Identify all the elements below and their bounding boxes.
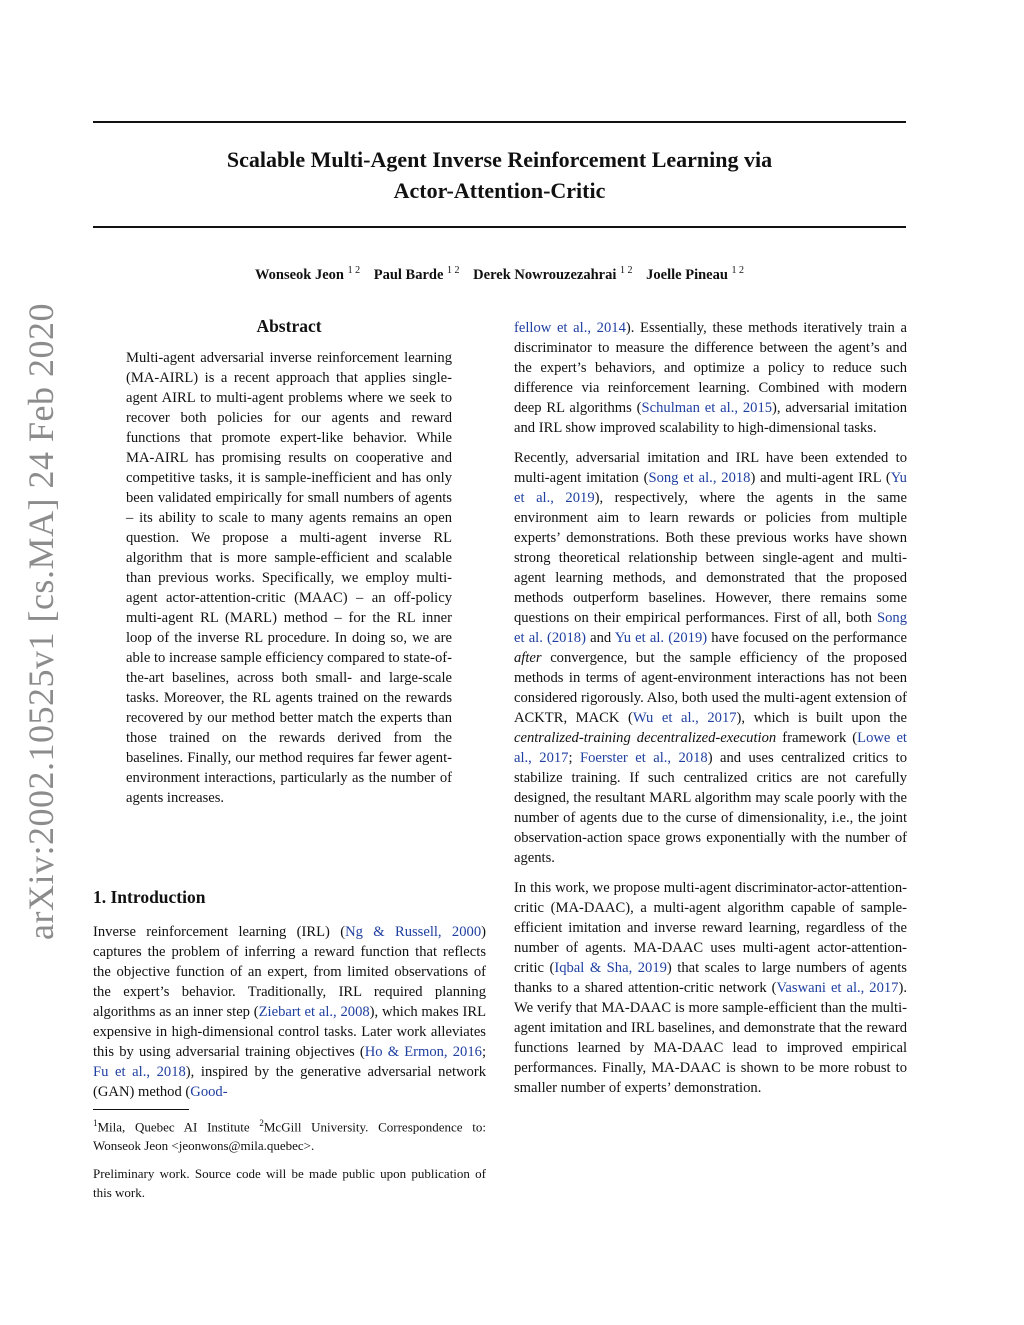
author: Derek Nowrouzezahrai $^{1 2}$ (473, 265, 633, 283)
author: Joelle Pineau $^{1 2}$ (646, 265, 745, 283)
citation-link[interactable]: Schulman et al., 2015 (641, 400, 773, 416)
citation-link[interactable]: Foerster et al., 2018 (579, 750, 708, 766)
title-bottom-rule (93, 226, 906, 228)
introduction-body (93, 922, 486, 1102)
citation-link[interactable]: Ng & Russell, 2000 (345, 924, 482, 940)
citation-link[interactable]: Yu et al., 2019 (514, 470, 907, 506)
abstract-text: Multi-agent adversarial inverse reinforcement learning (MA-AIRL) is a recent approach that applies single-agent AIRL to multi-agent problems where we seek to recover both policies for our agents and reward functions that promote expert-like behavior. While MA-AIRL has promising results on cooperative and competitive tasks, it is sample-inefficient and has only been validated empirically for small numbers of agents – its ability to scale to many agents remains an open question. We propose a multi-agent inverse RL algorithm that is more sample-efficient and scalable than previous works. Specifically, we employ multi-agent actor-attention-critic (MAAC) – an off-policy multi-agent RL (MARL) method – for the RL inner loop of the inverse RL procedure. In doing so, we are able to increase sample efficiency compared to state-of-the-art baselines, across both small- and large-scale tasks. Moreover, the RL agents trained on the rewards recovered by our method better match the experts than those trained on the rewards derived from the baselines. Finally, our method requires far fewer agent-environment interactions, particularly as the number of agents increases. (126, 350, 452, 806)
section-heading-introduction: 1. Introduction (93, 887, 206, 907)
abstract-heading: Abstract (256, 316, 322, 336)
citation-link[interactable]: Wu et al., 2017 (632, 710, 737, 726)
author: Paul Barde $^{1 2}$ (373, 265, 460, 283)
citation-link[interactable]: Vaswani et al., 2017 (776, 980, 899, 996)
citation-link[interactable]: Lowe et al., 2017 (514, 730, 907, 766)
arxiv-stamp: arXiv:2002.10525v1 [cs.MA] 24 Feb 2020 (21, 303, 61, 940)
citation-link[interactable]: Ho & Ermon, 2016 (364, 1044, 482, 1060)
citation-link[interactable]: Good- (190, 1084, 228, 1100)
citation-link[interactable]: Song et al., 2018 (648, 470, 751, 486)
author-list (93, 260, 906, 286)
title-line-1: Scalable Multi-Agent Inverse Reinforcement Learning via (226, 147, 773, 172)
affiliation-footnote: $^1$Mila, Quebec AI Institute $^2$McGill University. Correspondence to: Wonseok Jeon <jeonwons@mila.quebec>. (93, 1118, 486, 1154)
intro-paragraph: Inverse reinforcement learning (IRL) (Ng & Russell, 2000) captures the problem of inferring a reward function that reflects the objective function of an expert, from limited observations of the expert’s behavior. Traditionally, IRL required planning algorithms as an inner step (Ziebart et al., 2008), which makes IRL expensive in high-dimensional control tasks. Later work alleviates this by using adversarial training objectives (Ho & Ermon, 2016; Fu et al., 2018), inspired by the generative adversarial network (GAN) method (Good- (93, 924, 486, 1100)
body-paragraph: fellow et al., 2014). Essentially, these methods iteratively train a discriminator to measure the difference between the agent’s and the expert’s behaviors, and optimize a policy to reduce such difference via reinforcement learning. Combined with modern deep RL algorithms (Schulman et al., 2015), adversarial imitation and IRL show improved scalability to high-dimensional tasks. (514, 320, 907, 436)
citation-link[interactable]: fellow et al., 2014 (514, 320, 626, 336)
abstract-body (126, 348, 452, 808)
citation-link[interactable]: Fu et al., 2018 (93, 1064, 186, 1080)
citation-link[interactable]: Iqbal & Sha, 2019 (554, 960, 667, 976)
body-paragraph: In this work, we propose multi-agent discriminator-actor-attention-critic (MA-DAAC), a multi-agent algorithm capable of sample-efficient imitation and inverse reward learning, regardless of the number of agents. MA-DAAC uses multi-agent actor-attention-critic (Iqbal & Sha, 2019) that scales to large numbers of agents thanks to a shared attention-critic network (Vaswani et al., 2017). We verify that MA-DAAC is more sample-efficient than the multi-agent imitation and IRL baselines, and demonstrate that the reward functions learned by MA-DAAC lead to improved empirical performances. Finally, MA-DAAC is shown to be more robust to smaller number of experts’ demonstration. (514, 880, 907, 1096)
paper-title (93, 144, 906, 206)
footnote-rule (93, 1109, 189, 1110)
citation-link[interactable]: Song et al. (2018) (514, 610, 907, 646)
citation-link[interactable]: Yu et al. (2019) (614, 630, 708, 646)
citation-link[interactable]: Ziebart et al., 2008 (258, 1004, 370, 1020)
body-paragraph: Recently, adversarial imitation and IRL have been extended to multi-agent imitation (Song et al., 2018) and multi-agent IRL (Yu et al., 2019), respectively, where the agents in the same environment aim to learn rewards or policies from multiple experts’ demonstrations. Both these previous works have shown strong theoretical relationship between single-agent and multi-agent learning methods, and demonstrated that the proposed methods outperform baselines. However, there remains some questions on their empirical performances. First of all, both Song et al. (2018) and Yu et al. (2019) have focused on the performance after convergence, but the sample efficiency of the proposed methods in terms of agent-environment interactions has not been considered rigorously. Also, both used the multi-agent extension of ACKTR, MACK (Wu et al., 2017), which is built upon the centralized-training decentralized-execution framework (Lowe et al., 2017; Foerster et al., 2018) and uses centralized critics to stabilize training. If such centralized critics are not carefully designed, the resultant MARL algorithm may scale poorly with the number of agents due to the curse of dimensionality, i.e., the joint observation-action space grows exponentially with the number of agents. (514, 450, 907, 866)
title-top-rule (93, 121, 906, 123)
title-line-2: Actor-Attention-Critic (393, 178, 606, 203)
preliminary-note: Preliminary work. Source code will be made public upon publication of this work. (93, 1166, 486, 1200)
author: Wonseok Jeon $^{1 2}$ (254, 265, 361, 283)
right-column-body (514, 318, 907, 1098)
